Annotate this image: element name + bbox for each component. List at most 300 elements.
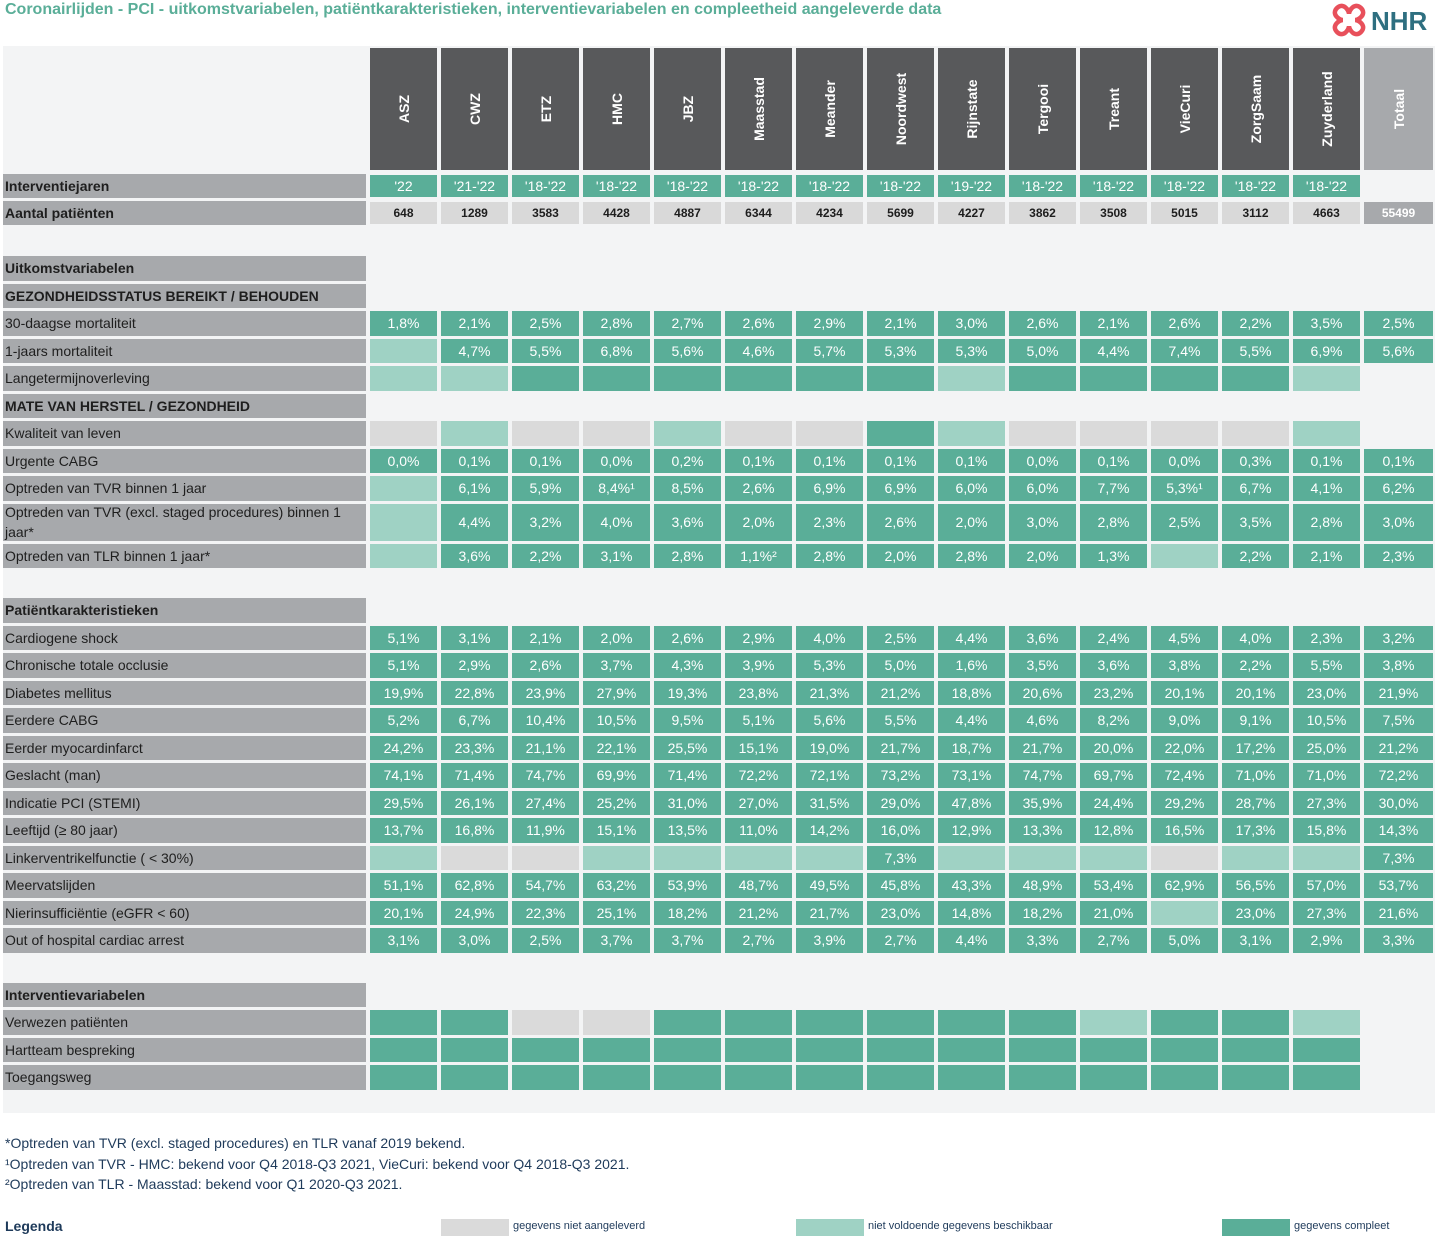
value-cell: 7,7% (1080, 476, 1147, 501)
value-cell: 24,2% (370, 736, 437, 761)
value-cell: 6,9% (867, 476, 934, 501)
total-cell: 14,3% (1364, 818, 1433, 843)
value-cell (441, 846, 508, 871)
value-cell: 69,7% (1080, 763, 1147, 788)
value-cell: 25,0% (1293, 736, 1360, 761)
total-cell: 5,6% (1364, 339, 1433, 364)
value-cell: 11,0% (725, 818, 792, 843)
value-cell: 2,6% (725, 311, 792, 336)
value-cell: 2,5% (1151, 504, 1218, 541)
value-cell: 7,3% (867, 846, 934, 871)
value-cell (725, 366, 792, 391)
value-cell: 16,8% (441, 818, 508, 843)
value-cell (441, 366, 508, 391)
footnote: *Optreden van TVR (excl. staged procedures) en TLR vanaf 2019 bekend. (5, 1135, 466, 1151)
value-cell (1151, 901, 1218, 926)
value-cell (1151, 544, 1218, 569)
column-header-noordwest (867, 48, 934, 170)
value-cell (370, 1038, 437, 1063)
column-header-label: JBZ (679, 95, 696, 123)
section-header: Interventievariabelen (3, 983, 366, 1008)
value-cell: 17,3% (1222, 818, 1289, 843)
page-title: Coronairlijden - PCI - uitkomstvariabelen, patiëntkarakteristieken, interventievariabelen en compleetheid aangeleverde data (5, 1, 942, 18)
value-cell: 21,2% (867, 681, 934, 706)
value-cell: 35,9% (1009, 791, 1076, 816)
value-cell: 25,1% (583, 901, 650, 926)
value-cell: 23,3% (441, 736, 508, 761)
value-cell: 2,5% (867, 626, 934, 651)
row-label: Nierinsufficiëntie (eGFR < 60) (3, 901, 366, 926)
total-cell: 2,5% (1364, 311, 1433, 336)
value-cell (1293, 421, 1360, 446)
value-cell: 22,1% (583, 736, 650, 761)
value-cell: 9,0% (1151, 708, 1218, 733)
value-cell: 2,6% (867, 504, 934, 541)
value-cell: 9,5% (654, 708, 721, 733)
years-cell: '18-'22 (725, 175, 792, 197)
value-cell: 2,8% (583, 311, 650, 336)
patients-cell: 4887 (654, 202, 721, 224)
legend-label-complete: gegevens compleet (1294, 1220, 1390, 1232)
total-cell: 21,9% (1364, 681, 1433, 706)
value-cell (370, 339, 437, 364)
value-cell: 4,6% (725, 339, 792, 364)
value-cell (583, 1010, 650, 1035)
value-cell (1222, 1065, 1289, 1090)
column-header-meander (796, 48, 863, 170)
value-cell: 1,8% (370, 311, 437, 336)
patients-cell: 648 (370, 202, 437, 224)
value-cell: 4,6% (1009, 708, 1076, 733)
value-cell (583, 846, 650, 871)
value-cell: 23,0% (1222, 901, 1289, 926)
value-cell (1151, 1010, 1218, 1035)
value-cell: 0,1% (512, 449, 579, 474)
value-cell (1080, 846, 1147, 871)
patients-cell: 5699 (867, 202, 934, 224)
value-cell: 11,9% (512, 818, 579, 843)
value-cell: 72,4% (1151, 763, 1218, 788)
value-cell (654, 1038, 721, 1063)
value-cell: 18,8% (938, 681, 1005, 706)
total-cell: 7,5% (1364, 708, 1433, 733)
row-label: 1-jaars mortaliteit (3, 339, 366, 364)
value-cell: 0,1% (796, 449, 863, 474)
value-cell: 18,2% (654, 901, 721, 926)
value-cell: 56,5% (1222, 873, 1289, 898)
value-cell: 2,0% (938, 504, 1005, 541)
total-cell: 0,1% (1364, 449, 1433, 474)
patients-cell: 4663 (1293, 202, 1360, 224)
value-cell: 73,2% (867, 763, 934, 788)
value-cell (725, 421, 792, 446)
value-cell (1151, 1038, 1218, 1063)
value-cell: 20,6% (1009, 681, 1076, 706)
value-cell: 20,0% (1080, 736, 1147, 761)
value-cell: 74,7% (1009, 763, 1076, 788)
total-cell: 30,0% (1364, 791, 1433, 816)
value-cell: 0,2% (654, 449, 721, 474)
value-cell: 14,8% (938, 901, 1005, 926)
value-cell (1222, 421, 1289, 446)
value-cell: 0,1% (1080, 449, 1147, 474)
value-cell (867, 1010, 934, 1035)
value-cell: 2,9% (441, 653, 508, 678)
column-header-tergooi (1009, 48, 1076, 170)
value-cell: 3,1% (583, 544, 650, 569)
value-cell: 3,0% (938, 311, 1005, 336)
value-cell: 27,9% (583, 681, 650, 706)
value-cell (654, 1065, 721, 1090)
value-cell: 4,0% (583, 504, 650, 541)
row-label: Diabetes mellitus (3, 681, 366, 706)
value-cell: 24,9% (441, 901, 508, 926)
value-cell: 24,4% (1080, 791, 1147, 816)
value-cell: 12,9% (938, 818, 1005, 843)
value-cell (370, 544, 437, 569)
row-label: Optreden van TLR binnen 1 jaar* (3, 544, 366, 569)
column-header-total (1364, 48, 1433, 170)
value-cell: 3,1% (370, 928, 437, 953)
value-cell: 0,0% (1009, 449, 1076, 474)
value-cell: 29,5% (370, 791, 437, 816)
value-cell (938, 1065, 1005, 1090)
value-cell: 2,0% (583, 626, 650, 651)
value-cell: 6,9% (796, 476, 863, 501)
value-cell: 5,5% (1293, 653, 1360, 678)
value-cell (1222, 1010, 1289, 1035)
value-cell (1222, 366, 1289, 391)
years-cell: '18-'22 (867, 175, 934, 197)
value-cell: 2,5% (512, 928, 579, 953)
value-cell (796, 846, 863, 871)
value-cell: 6,7% (441, 708, 508, 733)
value-cell: 5,2% (370, 708, 437, 733)
value-cell (867, 421, 934, 446)
row-label: Out of hospital cardiac arrest (3, 928, 366, 953)
patients-cell: 6344 (725, 202, 792, 224)
column-header-cwz (441, 48, 508, 170)
value-cell: 3,0% (1009, 504, 1076, 541)
value-cell: 1,1%² (725, 544, 792, 569)
value-cell: 17,2% (1222, 736, 1289, 761)
value-cell: 7,4% (1151, 339, 1218, 364)
years-cell: '22 (370, 175, 437, 197)
value-cell: 3,1% (441, 626, 508, 651)
row-label: Langetermijnoverleving (3, 366, 366, 391)
value-cell (1293, 1010, 1360, 1035)
years-cell: '18-'22 (654, 175, 721, 197)
column-header-label: ASZ (395, 95, 412, 123)
value-cell: 3,7% (654, 928, 721, 953)
patients-cell: 4234 (796, 202, 863, 224)
value-cell: 4,0% (1222, 626, 1289, 651)
patients-cell: 1289 (441, 202, 508, 224)
value-cell: 74,1% (370, 763, 437, 788)
value-cell (1080, 1065, 1147, 1090)
value-cell: 4,0% (796, 626, 863, 651)
value-cell (1080, 421, 1147, 446)
value-cell: 47,8% (938, 791, 1005, 816)
value-cell: 21,7% (867, 736, 934, 761)
value-cell (512, 1010, 579, 1035)
value-cell: 21,3% (796, 681, 863, 706)
value-cell (1293, 366, 1360, 391)
total-cell: 72,2% (1364, 763, 1433, 788)
value-cell: 2,0% (725, 504, 792, 541)
value-cell: 2,8% (796, 544, 863, 569)
row-label: Cardiogene shock (3, 626, 366, 651)
value-cell: 0,3% (1222, 449, 1289, 474)
value-cell: 23,2% (1080, 681, 1147, 706)
row-label: Optreden van TVR (excl. staged procedures) binnen 1 jaar* (3, 504, 366, 541)
value-cell: 2,6% (725, 476, 792, 501)
value-cell (1151, 421, 1218, 446)
value-cell: 3,0% (441, 928, 508, 953)
value-cell: 2,1% (867, 311, 934, 336)
value-cell: 1,3% (1080, 544, 1147, 569)
patients-cell: 5015 (1151, 202, 1218, 224)
value-cell (370, 476, 437, 501)
value-cell (654, 1010, 721, 1035)
years-cell: '18-'22 (1222, 175, 1289, 197)
value-cell (441, 1038, 508, 1063)
value-cell (796, 1038, 863, 1063)
value-cell (583, 1038, 650, 1063)
value-cell: 1,6% (938, 653, 1005, 678)
value-cell: 63,2% (583, 873, 650, 898)
section-subheader: MATE VAN HERSTEL / GEZONDHEID (3, 394, 366, 419)
value-cell: 2,1% (512, 626, 579, 651)
value-cell: 13,7% (370, 818, 437, 843)
value-cell: 2,7% (1080, 928, 1147, 953)
value-cell: 0,0% (370, 449, 437, 474)
value-cell: 29,0% (867, 791, 934, 816)
value-cell: 4,7% (441, 339, 508, 364)
value-cell (796, 1065, 863, 1090)
value-cell: 74,7% (512, 763, 579, 788)
row-label: Eerdere CABG (3, 708, 366, 733)
row-label: Verwezen patiënten (3, 1010, 366, 1035)
value-cell: 0,1% (441, 449, 508, 474)
value-cell (1009, 846, 1076, 871)
value-cell: 15,1% (725, 736, 792, 761)
value-cell: 2,1% (441, 311, 508, 336)
value-cell (1009, 1038, 1076, 1063)
column-header-viecuri (1151, 48, 1218, 170)
value-cell (867, 1065, 934, 1090)
value-cell: 0,1% (725, 449, 792, 474)
value-cell: 27,3% (1293, 791, 1360, 816)
value-cell: 3,6% (654, 504, 721, 541)
value-cell: 73,1% (938, 763, 1005, 788)
value-cell: 5,5% (867, 708, 934, 733)
value-cell (583, 421, 650, 446)
column-header-label: Rijnstate (963, 79, 980, 139)
value-cell (1009, 421, 1076, 446)
value-cell (1151, 846, 1218, 871)
value-cell: 57,0% (1293, 873, 1360, 898)
row-label: Linkerventrikelfunctie ( < 30%) (3, 846, 366, 871)
value-cell: 2,8% (938, 544, 1005, 569)
value-cell: 20,1% (1222, 681, 1289, 706)
legend-title: Legenda (5, 1218, 63, 1234)
patients-cell: 4227 (938, 202, 1005, 224)
value-cell: 5,3% (938, 339, 1005, 364)
patients-cell: 3583 (512, 202, 579, 224)
value-cell: 2,7% (654, 311, 721, 336)
value-cell: 4,4% (938, 626, 1005, 651)
legend-swatch-not-delivered (441, 1219, 509, 1236)
footnote: ¹Optreden van TVR - HMC: bekend voor Q4 2018-Q3 2021, VieCuri: bekend voor Q4 2018-Q3 2021. (5, 1155, 630, 1172)
value-cell: 5,5% (512, 339, 579, 364)
value-cell: 45,8% (867, 873, 934, 898)
row-label: Geslacht (man) (3, 763, 366, 788)
value-cell: 2,9% (1293, 928, 1360, 953)
value-cell: 23,8% (725, 681, 792, 706)
legend-swatch-insufficient (796, 1219, 864, 1236)
value-cell (512, 366, 579, 391)
section-subheader: GEZONDHEIDSSTATUS BEREIKT / BEHOUDEN (3, 284, 366, 309)
column-header-label: VieCuri (1176, 84, 1193, 134)
column-header-label: Treant (1105, 87, 1122, 131)
total-cell: 53,7% (1364, 873, 1433, 898)
value-cell: 53,4% (1080, 873, 1147, 898)
value-cell: 5,6% (796, 708, 863, 733)
value-cell: 3,5% (1293, 311, 1360, 336)
value-cell (938, 846, 1005, 871)
value-cell (725, 1065, 792, 1090)
column-header-zorgsaam (1222, 48, 1289, 170)
value-cell: 3,5% (1009, 653, 1076, 678)
legend-label-insufficient: niet voldoende gegevens beschikbaar (868, 1220, 1053, 1232)
legend-swatch-complete (1222, 1219, 1290, 1236)
value-cell: 2,3% (796, 504, 863, 541)
value-cell: 27,0% (725, 791, 792, 816)
value-cell: 23,9% (512, 681, 579, 706)
value-cell: 69,9% (583, 763, 650, 788)
total-cell: 7,3% (1364, 846, 1433, 871)
row-label: Chronische totale occlusie (3, 653, 366, 678)
value-cell (1080, 1038, 1147, 1063)
value-cell: 54,7% (512, 873, 579, 898)
value-cell: 13,5% (654, 818, 721, 843)
value-cell (654, 846, 721, 871)
value-cell: 19,9% (370, 681, 437, 706)
value-cell: 29,2% (1151, 791, 1218, 816)
column-header-hmc (583, 48, 650, 170)
value-cell: 27,4% (512, 791, 579, 816)
row-label: Optreden van TVR binnen 1 jaar (3, 476, 366, 501)
value-cell (1009, 366, 1076, 391)
years-cell: '19-'22 (938, 175, 1005, 197)
value-cell: 8,5% (654, 476, 721, 501)
column-header-treant (1080, 48, 1147, 170)
total-cell: 21,6% (1364, 901, 1433, 926)
value-cell: 19,3% (654, 681, 721, 706)
value-cell: 16,5% (1151, 818, 1218, 843)
value-cell: 2,2% (1222, 311, 1289, 336)
value-cell (1009, 1065, 1076, 1090)
value-cell: 71,4% (441, 763, 508, 788)
value-cell: 71,4% (654, 763, 721, 788)
column-header-maasstad (725, 48, 792, 170)
value-cell: 2,9% (796, 311, 863, 336)
years-cell: '18-'22 (1009, 175, 1076, 197)
value-cell: 23,0% (867, 901, 934, 926)
years-cell: '18-'22 (512, 175, 579, 197)
total-cell: 2,3% (1364, 544, 1433, 569)
value-cell: 48,9% (1009, 873, 1076, 898)
value-cell: 5,3% (796, 653, 863, 678)
column-header-label: CWZ (466, 93, 483, 125)
value-cell: 4,4% (441, 504, 508, 541)
value-cell: 5,1% (370, 626, 437, 651)
value-cell (370, 1065, 437, 1090)
value-cell: 62,9% (1151, 873, 1218, 898)
column-header-label: Zuyderland (1318, 71, 1335, 147)
value-cell: 14,2% (796, 818, 863, 843)
value-cell (938, 366, 1005, 391)
row-label: 30-daagse mortaliteit (3, 311, 366, 336)
total-cell: 3,0% (1364, 504, 1433, 541)
patients-cell: 3112 (1222, 202, 1289, 224)
value-cell: 53,9% (654, 873, 721, 898)
value-cell: 27,3% (1293, 901, 1360, 926)
value-cell: 72,1% (796, 763, 863, 788)
total-cell: 3,3% (1364, 928, 1433, 953)
value-cell: 2,6% (1151, 311, 1218, 336)
column-header-label: HMC (608, 93, 625, 125)
value-cell: 3,6% (441, 544, 508, 569)
row-label-patients: Aantal patiënten (3, 201, 366, 225)
value-cell: 15,8% (1293, 818, 1360, 843)
value-cell: 4,4% (1080, 339, 1147, 364)
value-cell: 3,5% (1222, 504, 1289, 541)
value-cell (370, 366, 437, 391)
value-cell: 16,0% (867, 818, 934, 843)
value-cell: 0,0% (583, 449, 650, 474)
value-cell: 2,4% (1080, 626, 1147, 651)
value-cell: 5,3%¹ (1151, 476, 1218, 501)
years-cell: '21-'22 (441, 175, 508, 197)
value-cell: 2,8% (1293, 504, 1360, 541)
value-cell (1293, 846, 1360, 871)
value-cell (370, 504, 437, 541)
value-cell: 10,4% (512, 708, 579, 733)
value-cell: 25,2% (583, 791, 650, 816)
row-label: Toegangsweg (3, 1065, 366, 1090)
value-cell: 3,7% (583, 653, 650, 678)
value-cell: 10,5% (583, 708, 650, 733)
value-cell (938, 1038, 1005, 1063)
value-cell (654, 366, 721, 391)
value-cell: 3,9% (725, 653, 792, 678)
total-cell: 3,8% (1364, 653, 1433, 678)
value-cell: 21,1% (512, 736, 579, 761)
value-cell: 2,7% (867, 928, 934, 953)
value-cell: 5,6% (654, 339, 721, 364)
value-cell: 12,8% (1080, 818, 1147, 843)
value-cell: 6,0% (938, 476, 1005, 501)
value-cell (441, 1010, 508, 1035)
value-cell: 5,1% (725, 708, 792, 733)
total-cell: 6,2% (1364, 476, 1433, 501)
value-cell (796, 421, 863, 446)
patients-total-cell: 55499 (1364, 202, 1433, 224)
value-cell: 3,2% (512, 504, 579, 541)
value-cell: 2,0% (1009, 544, 1076, 569)
